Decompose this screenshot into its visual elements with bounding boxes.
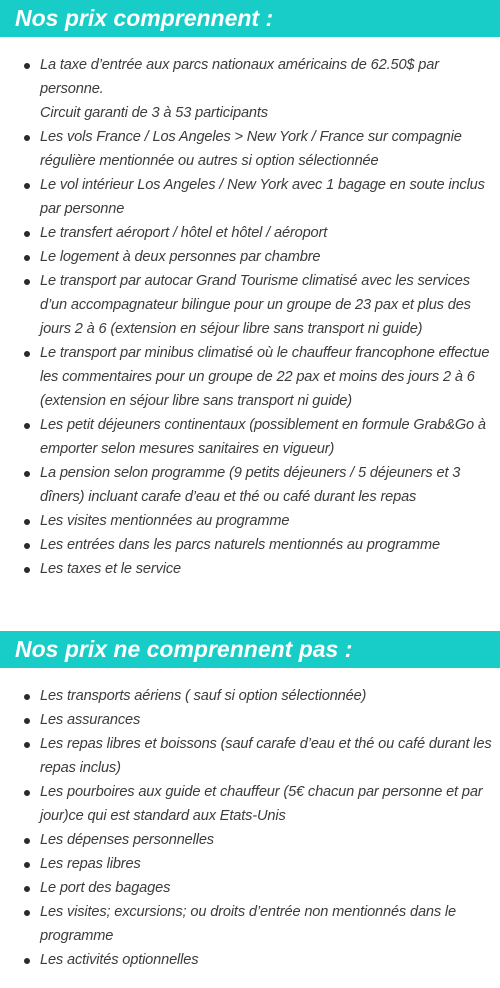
bullet-icon	[24, 567, 30, 573]
bullet-icon	[24, 183, 30, 189]
excluded-list	[0, 684, 500, 972]
bullet-icon	[24, 135, 30, 141]
list-item-text: Les visites; excursions; ou droits d’entrée non mentionnés dans le programme	[40, 904, 456, 944]
list-item-text: Le transport par autocar Grand Tourisme climatisé avec les services d’un accompagnateur bilingue pour un groupe de 23 pax et plus des jours 2 à 6 (extension en séjour libre sans transport ni guide)	[40, 273, 471, 337]
list-item-text: Les taxes et le service	[40, 561, 181, 577]
list-item-text: Les repas libres	[40, 856, 141, 872]
list-item-text: Les petit déjeuners continentaux (possiblement en formule Grab&Go à emporter selon mesures sanitaires en vigueur)	[40, 417, 486, 457]
list-item-text: Les activités optionnelles	[40, 952, 199, 968]
list-item-text: Le vol intérieur Los Angeles / New York avec 1 bagage en soute inclus par personne	[40, 177, 485, 217]
list-item	[0, 900, 500, 948]
bullet-icon	[24, 694, 30, 700]
list-item	[0, 828, 500, 852]
bullet-icon	[24, 862, 30, 868]
bullet-icon	[24, 279, 30, 285]
list-item	[0, 53, 500, 125]
list-item-text: Le transfert aéroport / hôtel et hôtel / aéroport	[40, 225, 328, 241]
list-item	[0, 852, 500, 876]
list-item-text: Les visites mentionnées au programme	[40, 513, 290, 529]
list-item	[0, 461, 500, 509]
included-list	[0, 53, 500, 581]
list-item-text: La taxe d’entrée aux parcs nationaux américains de 62.50$ par personne.	[40, 57, 439, 97]
bullet-icon	[24, 231, 30, 237]
included-section-title: Nos prix comprennent :	[0, 0, 500, 37]
bullet-icon	[24, 351, 30, 357]
excluded-section-title: Nos prix ne comprennent pas :	[0, 631, 500, 668]
list-item	[0, 125, 500, 173]
list-item	[0, 708, 500, 732]
list-item-text: Les vols France / Los Angeles > New York / France sur compagnie régulière mentionnée ou autres si option sélectionnée	[40, 129, 462, 169]
bullet-icon	[24, 255, 30, 261]
list-item-text: Le transport par minibus climatisé où le chauffeur francophone effectue les commentaires pour un groupe de 22 pax et moins des jours 2 à 6 (extension en séjour libre sans transport ni guide)	[40, 345, 490, 409]
list-item-text: Les repas libres et boissons (sauf carafe d’eau et thé ou café durant les repas inclus)	[40, 736, 492, 776]
list-item	[0, 173, 500, 221]
list-item	[0, 732, 500, 780]
bullet-icon	[24, 471, 30, 477]
bullet-icon	[24, 910, 30, 916]
list-item-text: Les entrées dans les parcs naturels mentionnés au programme	[40, 537, 440, 553]
list-item	[0, 245, 500, 269]
bullet-icon	[24, 423, 30, 429]
list-item	[0, 780, 500, 828]
bullet-icon	[24, 63, 30, 69]
list-item-text: Le logement à deux personnes par chambre	[40, 249, 321, 265]
list-item	[0, 948, 500, 972]
list-item	[0, 413, 500, 461]
list-item-note: Circuit garanti de 3 à 53 participants	[40, 105, 268, 121]
list-item	[0, 269, 500, 341]
bullet-icon	[24, 718, 30, 724]
list-item-text: Les pourboires aux guide et chauffeur (5€ chacun par personne et par jour)ce qui est standard aux Etats-Unis	[40, 784, 483, 824]
list-item	[0, 509, 500, 533]
bullet-icon	[24, 958, 30, 964]
list-item-text: Le port des bagages	[40, 880, 171, 896]
bullet-icon	[24, 543, 30, 549]
bullet-icon	[24, 838, 30, 844]
list-item	[0, 533, 500, 557]
list-item	[0, 876, 500, 900]
list-item-text: Les assurances	[40, 712, 141, 728]
list-item-text: La pension selon programme (9 petits déjeuners / 5 déjeuners et 3 dîners) incluant carafe d’eau et thé ou café durant les repas	[40, 465, 461, 505]
list-item	[0, 557, 500, 581]
bullet-icon	[24, 519, 30, 525]
bullet-icon	[24, 790, 30, 796]
bullet-icon	[24, 742, 30, 748]
list-item-text: Les dépenses personnelles	[40, 832, 214, 848]
list-item	[0, 684, 500, 708]
bullet-icon	[24, 886, 30, 892]
list-item	[0, 341, 500, 413]
list-item-text: Les transports aériens ( sauf si option sélectionnée)	[40, 688, 367, 704]
list-item	[0, 221, 500, 245]
